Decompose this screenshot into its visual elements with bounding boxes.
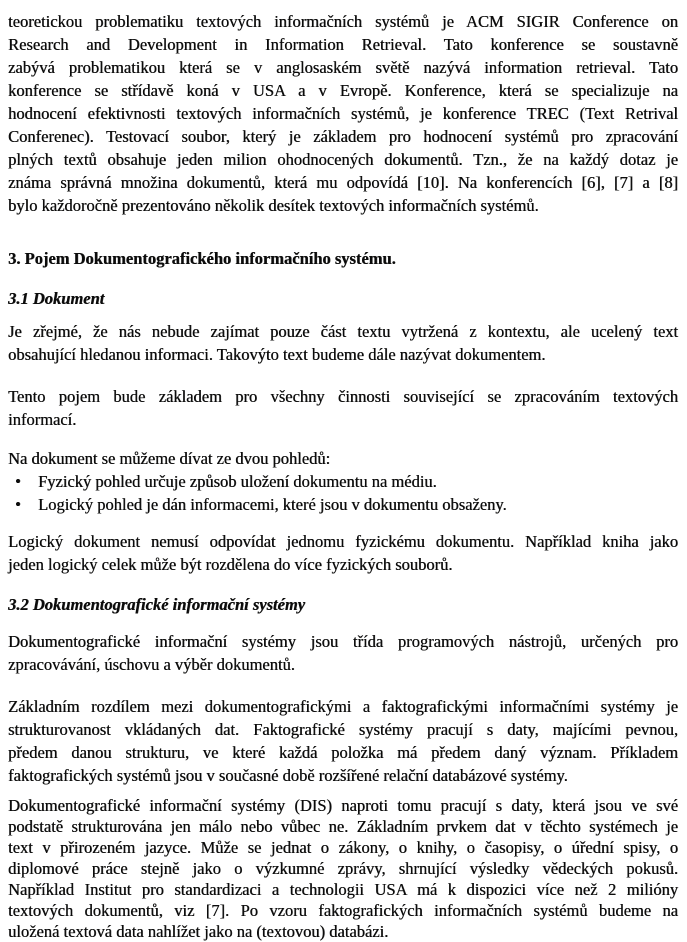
text-line: Dokumentografické informační systémy (DIS) naproti tomu pracují s daty, která jsou ve své [8, 796, 678, 815]
text-line: faktografických systémů jsou v současné době rozšířené relační databázové systémy. [8, 766, 568, 785]
text-line: jeden logický celek může být rozdělena do více fyzických souborů. [8, 555, 453, 574]
text-line: Dokumentografické informační systémy jsou třída programových nástrojů, určených pro [8, 632, 678, 651]
text-line: hodnocení efektivnosti textových informačních systémů, je konference TREC (Text Retrival [8, 104, 678, 123]
text-line: konference se střídavě koná v USA a v Evropě. Konference, která se specializuje na [8, 81, 678, 100]
text-line: informací. [8, 410, 77, 429]
bullet-icon: • [15, 495, 21, 514]
intro-paragraph [8, 10, 678, 217]
text-line: teoretickou problematiku textových informačních systémů je ACM SIGIR Conference on [8, 12, 678, 31]
text-line: Tento pojem bude základem pro všechny činnosti související se zpracováním textových [8, 387, 678, 406]
text-line: Conferenec). Testovací soubor, který je základem pro hodnocení systémů pro zpracování [8, 127, 678, 146]
text-line: Například Institut pro standardizaci a technologii USA má k dispozici více než 2 milióny [8, 880, 678, 899]
list-item [8, 493, 678, 516]
paragraph-zaklad-cinnosti [8, 385, 678, 431]
text-line: Logický dokument nemusí odpovídat jednomu fyzickému dokumentu. Například kniha jako [8, 532, 678, 551]
paragraph-dva-pohledy [8, 447, 678, 470]
text-line: zabývá problematikou která se v anglosaském světě nazývá information retrieval. Tato [8, 58, 678, 77]
paragraph-dis-definice [8, 630, 678, 676]
paragraph-dis-data [8, 795, 678, 942]
text-line: strukturovanost vkládaných dat. Faktografické systémy pracují s daty, majícími pevnou, [8, 720, 678, 739]
text-line: text v přirozeném jazyce. Může se jednat o zákony, o knihy, o časopisy, o úřední spisy, o [8, 838, 678, 857]
paragraph-logicky-dokument [8, 530, 678, 576]
paragraph-dokument-definice [8, 320, 678, 366]
list-item [8, 470, 678, 493]
text-line: uložená textová data nahlížet jako na (textovou) databázi. [8, 922, 389, 941]
bullet-icon: • [15, 472, 21, 491]
text-line: textových dokumentů, viz [7]. Po vzoru faktografických informačních systémů budeme na [8, 901, 678, 920]
pohledy-list [8, 470, 678, 516]
text-line: známa správná množina dokumentů, která mu odpovídá [10]. Na konferencích [6], [7] a [8] [8, 173, 678, 192]
text-line: Research and Development in Information Retrieval. Tato konference se soustavně [8, 35, 678, 54]
text-line: Je zřejmé, že nás nebude zajímat pouze část textu vytržená z kontextu, ale ucelený text [8, 322, 678, 341]
section-3-heading: 3. Pojem Dokumentografického informačního systému. [8, 249, 396, 268]
paragraph-zakladni-rozdil [8, 695, 678, 787]
text-line: Základním rozdílem mezi dokumentografickými a faktografickými informačními systémy je [8, 697, 678, 716]
list-item-text: Logický pohled je dán informacemi, které jsou v dokumentu obsaženy. [38, 495, 507, 514]
text-line: diplomové práce stejně jako o výzkumné zprávy, shrnující výsledky vědeckých pokusů. [8, 859, 678, 878]
text-line: zpracovávání, úschovu a výběr dokumentů. [8, 655, 295, 674]
text-line: Na dokument se můžeme dívat ze dvou pohledů: [8, 449, 331, 468]
text-line: bylo každoročně prezentováno několik desítek textových informačních systémů. [8, 196, 539, 215]
section-3-2-heading: 3.2 Dokumentografické informační systémy [8, 595, 305, 614]
text-line: plných textů obsahuje jeden milion ohodnocených dokumentů. Tzn., že na každý dotaz je [8, 150, 678, 169]
text-line: obsahující hledanou informaci. Takovýto text budeme dále nazývat dokumentem. [8, 345, 546, 364]
text-line: předem danou strukturu, ve které každá položka má předem daný význam. Příkladem [8, 743, 678, 762]
text-line: podstatě strukturována jen málo nebo vůbec ne. Základním prvkem dat v těchto systémech je [8, 817, 678, 836]
section-3-1-heading: 3.1 Dokument [8, 289, 105, 308]
list-item-text: Fyzický pohled určuje způsob uložení dokumentu na médiu. [38, 472, 437, 491]
